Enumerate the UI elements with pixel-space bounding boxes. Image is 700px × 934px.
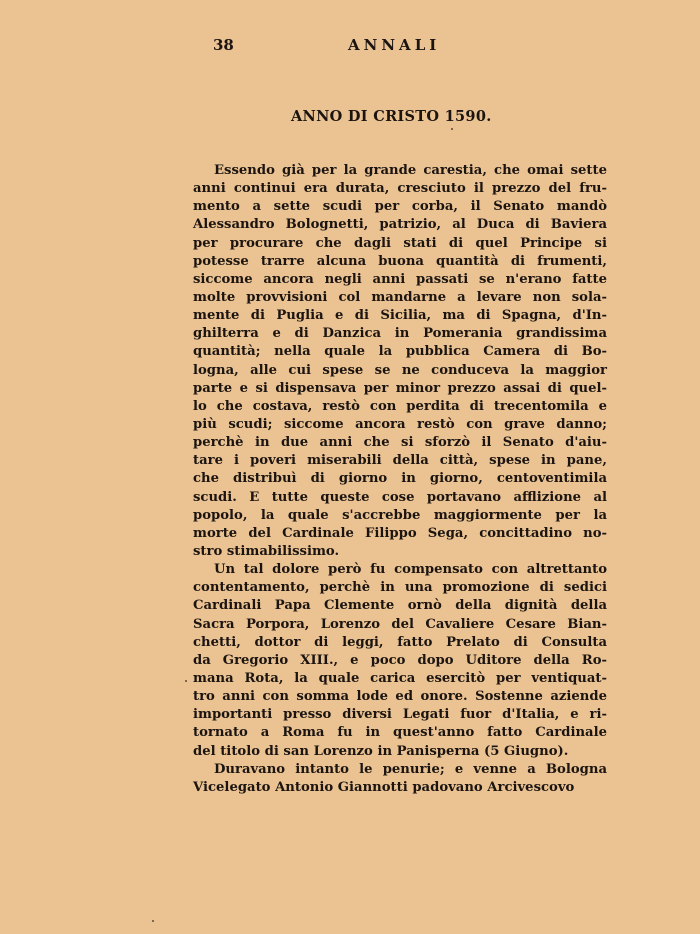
- text-line: molte provvisioni col mandarne a levare non sola-: [193, 289, 607, 305]
- text-line: stro stimabilissimo.: [193, 543, 340, 559]
- text-line: Vicelegato Antonio Giannotti padovano Arcivescovo: [193, 779, 575, 795]
- text-line: potesse trarre alcuna buona quantità di frumenti,: [193, 253, 607, 269]
- text-line: quantità; nella quale la pubblica Camera di Bo-: [193, 344, 607, 360]
- text-line: del titolo di san Lorenzo in Panisperna (5 Giugno).: [193, 743, 569, 759]
- text-line: Essendo già per la grande carestia, che omai sette: [214, 163, 607, 178]
- text-line: per procurare che dagli stati di quel Principe si: [193, 235, 607, 251]
- text-line: anni continui era durata, cresciuto il prezzo del fru-: [193, 181, 607, 197]
- running-title: ANNALI: [348, 36, 441, 54]
- text-line: mana Rota, la quale carica esercitò per ventiquat-: [193, 670, 607, 686]
- text-line: importanti presso diversi Legati fuor d'Italia, e ri-: [193, 707, 607, 723]
- print-speck: [152, 920, 154, 922]
- text-line: tornato a Roma fu in quest'anno fatto Cardinale: [193, 725, 607, 741]
- text-line: Cardinali Papa Clemente ornò della dignità della: [193, 598, 607, 614]
- text-line: che distribuì di giorno in giorno, centoventimila: [193, 471, 607, 487]
- print-speck: [451, 128, 453, 130]
- running-head: [213, 36, 453, 56]
- print-speck: [185, 680, 187, 682]
- text-line: perchè in due anni che si sforzò il Senato d'aiu-: [193, 435, 607, 451]
- text-line: morte del Cardinale Filippo Sega, concittadino no-: [193, 525, 607, 541]
- text-line: da Gregorio XIII., e poco dopo Uditore della Ro-: [193, 652, 607, 668]
- text-line: scudi. E tutte queste cose portavano afflizione al: [193, 489, 607, 505]
- text-line: Sacra Porpora, Lorenzo del Cavaliere Cesare Bian-: [193, 616, 607, 632]
- text-line: tare i poveri miserabili della città, spese in pane,: [193, 453, 607, 469]
- text-line: mente di Puglia e di Sicilia, ma di Spagna, d'In-: [193, 308, 607, 324]
- text-line: parte e si dispensava per minor prezzo assai di quel-: [193, 380, 607, 396]
- text-line: mento a sette scudi per corba, il Senato mandò: [193, 199, 607, 215]
- text-line: popolo, la quale s'accrebbe maggiormente per la: [193, 507, 607, 523]
- text-line: lo che costava, restò con perdita di trecentomila e: [193, 398, 607, 414]
- text-line: contentamento, perchè in una promozione di sedici: [193, 580, 607, 596]
- text-line: ghilterra e di Danzica in Pomerania grandissima: [193, 326, 607, 342]
- text-line: logna, alle cui spese se ne conduceva la maggior: [193, 362, 607, 378]
- text-line: tro anni con somma lode ed onore. Sostenne aziende: [193, 689, 607, 705]
- text-line: Alessandro Bolognetti, patrizio, al Duca di Baviera: [193, 217, 607, 233]
- text-line: Duravano intanto le penurie; e venne a Bologna: [214, 761, 607, 777]
- text-line: chetti, dottor di leggi, fatto Prelato di Consulta: [193, 634, 607, 650]
- text-line: Un tal dolore però fu compensato con altrettanto: [214, 562, 607, 578]
- text-line: siccome ancora negli anni passati se n'erano fatte: [193, 271, 607, 287]
- page-number: 38: [213, 36, 234, 54]
- text-line: più scudi; siccome ancora restò con grave danno;: [193, 416, 607, 432]
- body-text: [193, 162, 607, 797]
- chapter-heading: ANNO DI CRISTO 1590.: [291, 108, 492, 125]
